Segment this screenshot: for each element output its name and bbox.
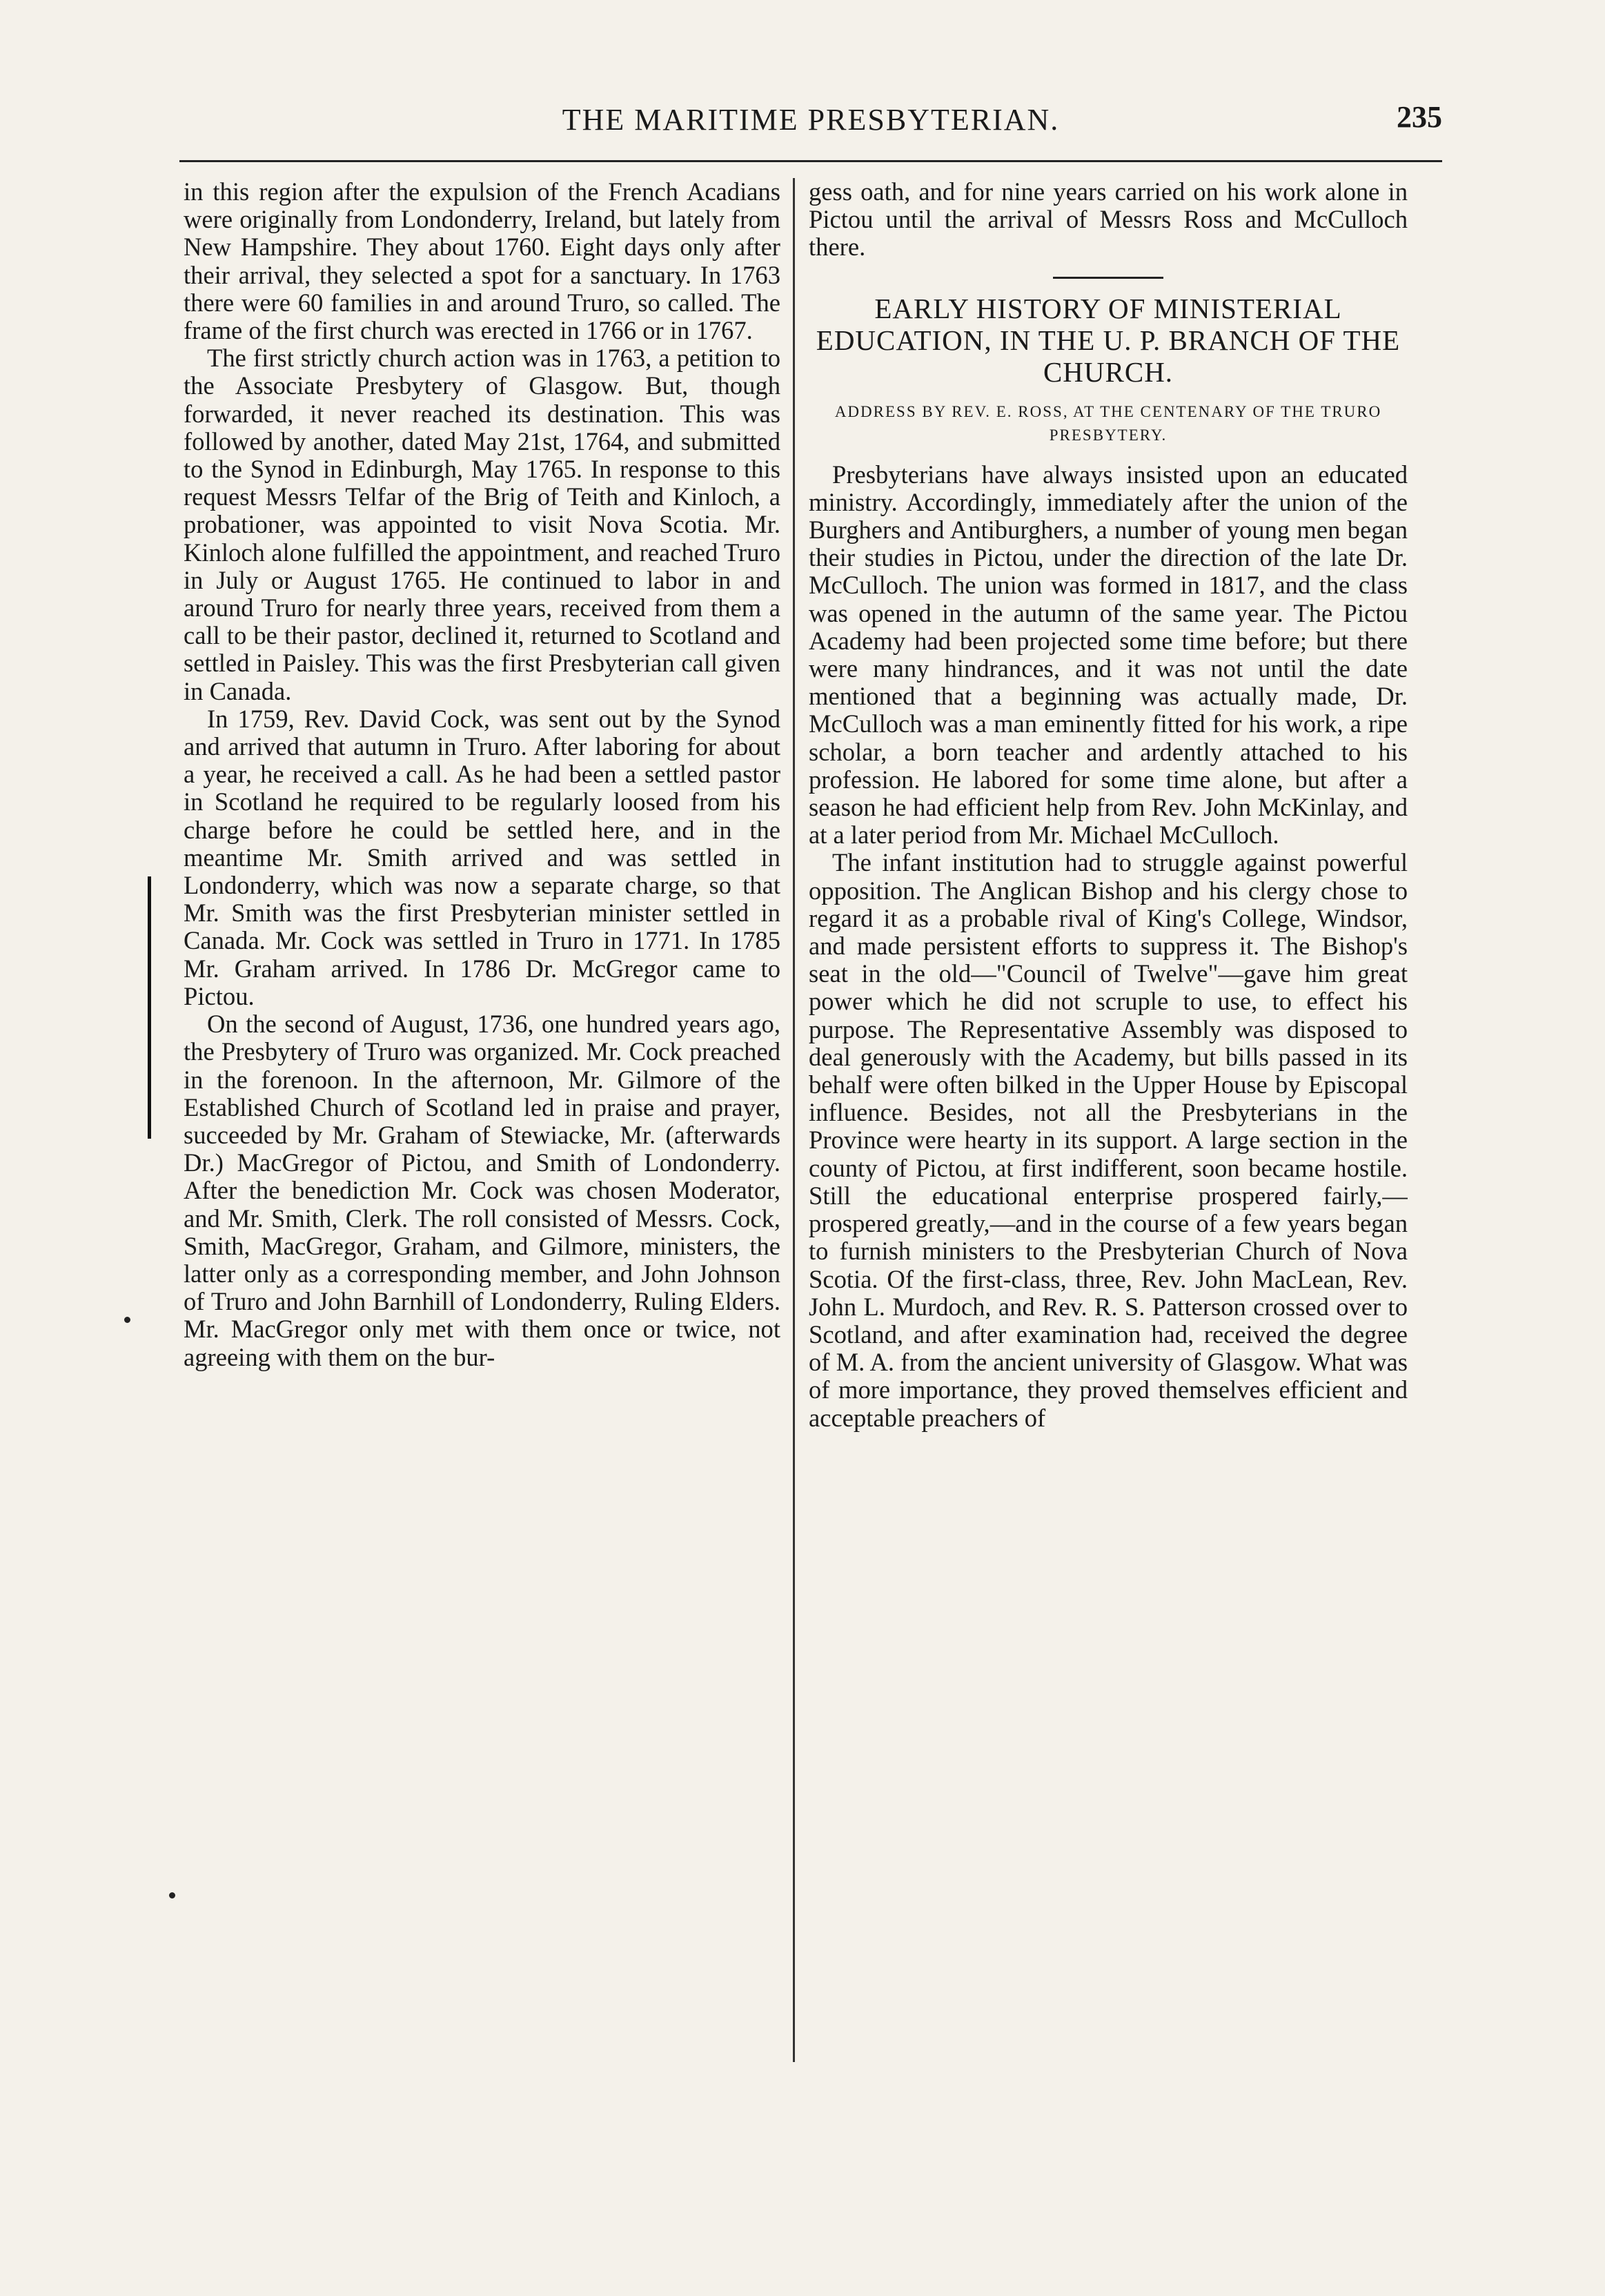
running-title: THE MARITIME PRESBYTERIAN. <box>562 103 1060 137</box>
paragraph: The infant institution had to struggle against powerful opposition. The Anglican Bishop and his clergy chose to regard it as a probable rival of King's College, Windsor, and made persistent efforts to suppress it. The Bishop's seat in the old—"Council of Twelve"—gave him great power which he did not scruple to use, to effect his purpose. The Representative Assembly was disposed to deal generously with the Academy, but bills passed in its behalf were often bilked in the Upper House by Episcopal influence. Besides, not all the Presbyterians in the Province were hearty in its support. A large section in the county of Pictou, at first indifferent, soon became hostile. Still the educational enterprise prospered fairly,—prospered greatly,—and in the course of a few years began to furnish ministers to the Presbyterian Church of Nova Scotia. Of the first-class, three, Rev. John MacLean, Rev. John L. Murdoch, and Rev. R. S. Patterson crossed over to Scotland, and after examination had, received the degree of M. A. from the ancient university of Glasgow. What was of more importance, they proved themselves efficient and acceptable preachers of <box>809 848 1408 1432</box>
paragraph: in this region after the expulsion of the French Acadians were originally from Londonderry, Ireland, but lately from New Hampshire. They about 1760. Eight days only after their arrival, they selected a spot for a sanctuary. In 1763 there were 60 families in and around Truro, so called. The frame of the first church was erected in 1766 or in 1767. <box>184 178 780 345</box>
column-divider <box>793 178 795 2062</box>
page-number: 235 <box>1397 100 1442 134</box>
article-heading: EARLY HISTORY OF MINISTERIAL EDUCATION, IN THE U. P. BRANCH OF THE CHURCH. <box>816 292 1401 388</box>
margin-dot <box>169 1892 175 1898</box>
margin-mark <box>148 876 151 1139</box>
header-rule <box>179 160 1442 162</box>
section-rule <box>1053 277 1163 279</box>
page-header <box>179 97 1442 152</box>
paragraph: In 1759, Rev. David Cock, was sent out by the Synod and arrived that autumn in Truro. After laboring for about a year, he received a call. As he had been a settled pastor in Scotland he required to be regularly loosed from his charge before he could be settled here, and in the meantime Mr. Smith arrived and was settled in Londonderry, which was now a separate charge, so that Mr. Smith was the first Presbyterian minister settled in Canada. Mr. Cock was settled in Truro in 1771. In 1785 Mr. Graham arrived. In 1786 Dr. McGregor came to Pictou. <box>184 704 780 1010</box>
right-column <box>809 178 1408 2083</box>
paragraph: Presbyterians have always insisted upon an educated ministry. Accordingly, immediately after the union of the Burghers and Antiburghers, a number of young men began their studies in Pictou, under the direction of the late Dr. McCulloch. The union was formed in 1817, and the class was opened in the autumn of the same year. The Pictou Academy had been projected some time before; but there were many hindrances, and it was not until the date mentioned that a beginning was actually made, Dr. McCulloch was a man eminently fitted for his work, a ripe scholar, a born teacher and ardently attached to his profession. He labored for some time alone, but after a season he had efficient help from Rev. John McKinlay, and at a later period from Mr. Michael McCulloch. <box>809 460 1408 850</box>
paragraph: gess oath, and for nine years carried on his work alone in Pictou until the arrival of Messrs Ross and McCulloch there. <box>809 178 1408 262</box>
paragraph: On the second of August, 1736, one hundred years ago, the Presbytery of Truro was organized. Mr. Cock preached in the forenoon. In the afternoon, Mr. Gilmore of the Established Church of Scotland led in praise and prayer, succeeded by Mr. Graham of Stewiacke, Mr. (afterwards Dr.) MacGregor of Pictou, and Smith of Londonderry. After the benediction Mr. Cock was chosen Moderator, and Mr. Smith, Clerk. The roll consisted of Messrs. Cock, Smith, MacGregor, Graham, and Gilmore, ministers, the latter only as a corresponding member, and John Johnson of Truro and John Barnhill of Londonderry, Ruling Elders. Mr. MacGregor only met with them once or twice, not agreeing with them on the bur- <box>184 1010 780 1371</box>
left-column <box>184 178 780 2083</box>
margin-dot <box>124 1317 130 1323</box>
article-byline: ADDRESS BY REV. E. ROSS, AT THE CENTENARY OF THE TRURO PRESBYTERY. <box>834 402 1382 444</box>
paragraph: The first strictly church action was in 1763, a petition to the Associate Presbytery of Glasgow. But, though forwarded, it never reached its destination. This was followed by another, dated May 21st, 1764, and submitted to the Synod in Edinburgh, May 1765. In response to this request Messrs Telfar of the Brig of Teith and Kinloch, a probationer, was appointed to visit Nova Scotia. Mr. Kinloch alone fulfilled the appointment, and reached Truro in July or August 1765. He continued to labor in and around Truro for nearly three years, received from them a call to be their pastor, declined it, returned to Scotland and settled in Paisley. This was the first Presbyterian call given in Canada. <box>184 344 780 705</box>
